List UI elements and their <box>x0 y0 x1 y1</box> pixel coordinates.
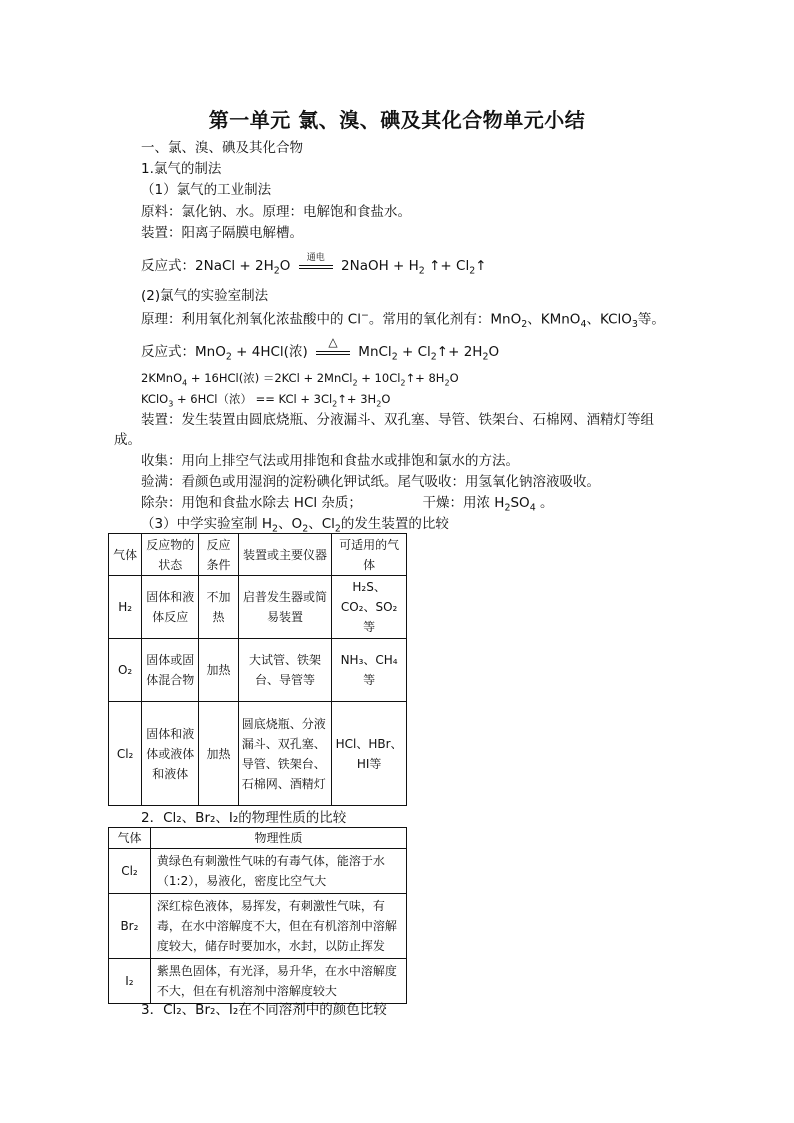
device-cell: 大试管、铁架台、导管等 <box>238 639 331 702</box>
state-cell: 固体或固体混合物 <box>142 639 199 702</box>
property-cell: 紫黑色固体，有光泽，易升华，在水中溶解度不大，但在有机溶剂中溶解度较大 <box>150 959 406 1004</box>
device-cell: 圆底烧瓶、分液漏斗、双孔塞、导管、铁架台、石棉网、酒精灯 <box>238 702 331 806</box>
paragraph: 成。 <box>114 432 141 448</box>
applicable-cell: HCl、HBr、HI等 <box>332 702 407 806</box>
table-header-row <box>109 828 407 849</box>
table-header-cell: 装置或主要仪器 <box>238 534 331 576</box>
principle-text: 原理：利用氧化剂氧化浓盐酸中的 Cl <box>141 311 361 328</box>
subsection-tail: 的发生装置的比较 <box>340 516 449 532</box>
device-cell: 启普发生器或简易装置 <box>238 576 331 639</box>
gas-cell: Cl₂ <box>109 849 151 894</box>
dry-text: 干燥：用浓 H <box>422 495 505 511</box>
subsection-heading: 3．Cl₂、Br₂、I₂在不同溶剂中的颜色比较 <box>141 1002 387 1018</box>
applicable-cell: NH₃、CH₄等 <box>332 639 407 702</box>
principle-tail: 。常用的氧化剂有：MnO <box>368 311 522 328</box>
remove-text: 除杂：用饱和食盐水除去 HCl 杂质； <box>141 495 362 511</box>
table-row <box>109 849 407 894</box>
reaction-arrow <box>316 335 350 359</box>
subsection-text: （3）中学实验室制 H <box>141 516 273 532</box>
condition-cell: 加热 <box>199 639 238 702</box>
table-row <box>109 639 407 702</box>
table-header-row <box>109 534 407 576</box>
table-row <box>109 959 407 1004</box>
property-cell: 深红棕色液体，易挥发，有刺激性气味，有毒，在水中溶解度不大，但在有机溶剂中溶解度较大，储存时要加水，水封，以防止挥发 <box>150 894 406 959</box>
equation-line: 反应式：2NaCl + $2H_2O$ 通电 2NaOH + $H_2$ ↑+ $Cl_2↑$ <box>141 257 487 281</box>
equation-line: KClO$_3$ + 6HCl（浓） == KCl + $3Cl_2↑+ 3H_2O$ <box>141 392 391 409</box>
state-cell: 固体和液体反应 <box>142 576 199 639</box>
paragraph: 原料：氯化钠、水。原理：电解饱和食盐水。 <box>141 204 411 220</box>
table-header-cell: 物理性质 <box>150 828 406 849</box>
table-row <box>109 702 407 806</box>
table-header-cell: 气体 <box>109 828 151 849</box>
table-header-cell: 可适用的气体 <box>332 534 407 576</box>
property-cell: 黄绿色有刺激性气味的有毒气体，能溶于水（1:2），易液化，密度比空气大 <box>150 849 406 894</box>
paragraph: 原理：利用氧化剂氧化浓盐酸中的 Cl−。常用的氧化剂有：MnO$_2$、KMnO$_4$、KClO$_3$等。 <box>141 310 665 331</box>
paragraph: 除杂：用饱和食盐水除去 HCl 杂质； 干燥：用浓 $H_2SO_4$ 。 <box>141 495 554 514</box>
page-title: 第一单元 氯、溴、碘及其化合物单元小结 <box>208 108 586 132</box>
gas-cell: I₂ <box>109 959 151 1004</box>
table-header-cell: 反应条件 <box>199 534 238 576</box>
gas-cell: H₂ <box>109 576 142 639</box>
section-heading: 一、氯、溴、碘及其化合物 <box>141 140 303 156</box>
gas-cell: O₂ <box>109 639 142 702</box>
equation-prefix: 反应式：2NaCl + 2H <box>141 258 274 274</box>
table-header-cell: 反应物的状态 <box>142 534 199 576</box>
reaction-arrow <box>299 253 333 273</box>
condition-cell: 不加热 <box>199 576 238 639</box>
subsection-heading: （1）氯气的工业制法 <box>141 182 272 198</box>
table-header-cell: 气体 <box>109 534 142 576</box>
paragraph: 验满：看颜色或用湿润的淀粉碘化钾试纸。尾气吸收：用氢氧化钠溶液吸收。 <box>141 474 600 490</box>
physical-property-table <box>108 827 407 1004</box>
subsection-heading: （3）中学实验室制 $H_2$、$O_2$、$Cl_2$的发生装置的比较 <box>141 516 449 535</box>
subsection-heading: 2．Cl₂、Br₂、I₂的物理性质的比较 <box>141 810 347 826</box>
equation-line: 反应式：MnO$_2$ + 4HCl(浓) △ MnCl$_2$ + $Cl_2↑+ 2H_2O$ <box>141 335 500 363</box>
reaction-condition: 通电 <box>306 253 325 263</box>
table-row <box>109 894 407 959</box>
paragraph: 装置：发生装置由圆底烧瓶、分液漏斗、双孔塞、导管、铁架台、石棉网、酒精灯等组 <box>141 412 654 428</box>
gas-cell: Cl₂ <box>109 702 142 806</box>
equation-line: 2KMnO$_4$ + 16HCl(浓) ＝2KCl + 2MnCl$_2$ + $10Cl_2↑+ 8H_2O$ <box>141 371 459 388</box>
reaction-condition: △ <box>328 335 338 349</box>
gas-cell: Br₂ <box>109 894 151 959</box>
paragraph: 收集：用向上排空气法或用排饱和食盐水或排饱和氯水的方法。 <box>141 453 519 469</box>
table-row <box>109 576 407 639</box>
paragraph: 装置：阳离子隔膜电解槽。 <box>141 225 303 241</box>
subsection-heading: (2)氯气的实验室制法 <box>141 288 269 304</box>
subsection-heading: 1.氯气的制法 <box>141 161 222 177</box>
condition-cell: 加热 <box>199 702 238 806</box>
state-cell: 固体和液体或液体和液体 <box>142 702 199 806</box>
generator-comparison-table <box>108 533 407 806</box>
applicable-cell: H₂S、CO₂、SO₂等 <box>332 576 407 639</box>
